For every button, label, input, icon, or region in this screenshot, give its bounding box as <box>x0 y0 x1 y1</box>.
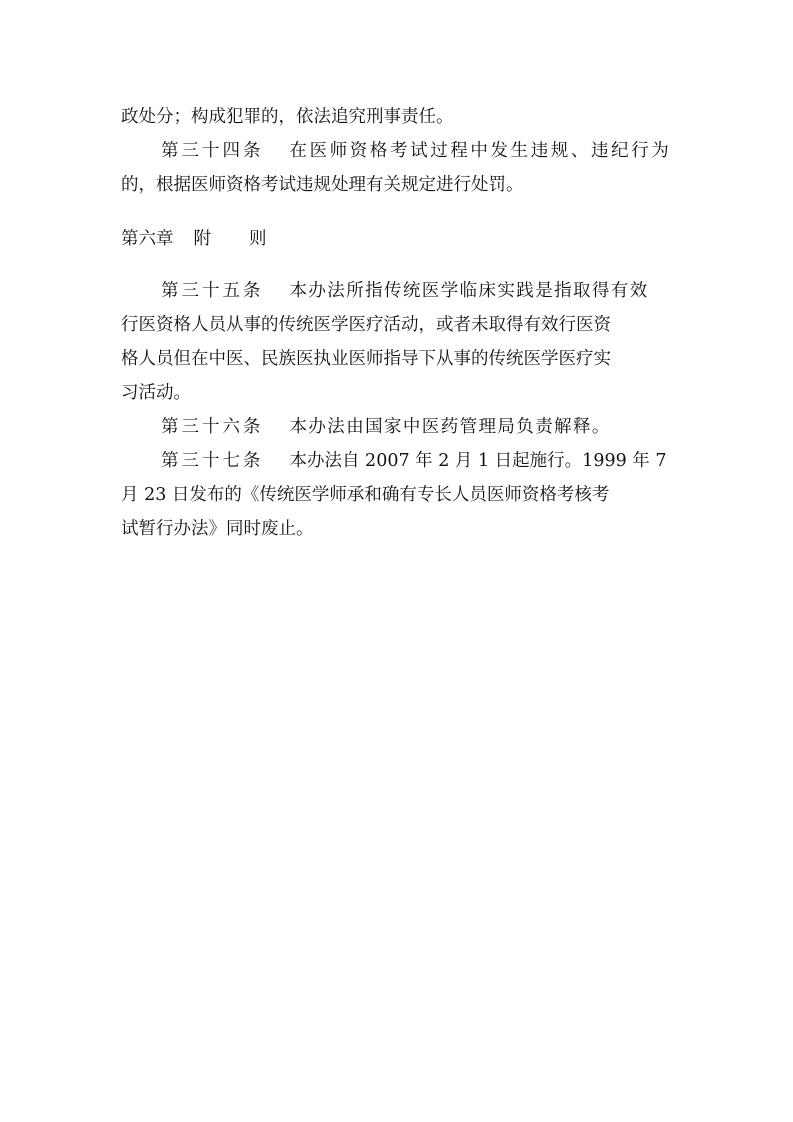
article-text: 本办法由国家中医药管理局负责解释。 <box>289 417 611 437</box>
article-35-line-1 <box>121 274 673 308</box>
paragraph-line <box>121 100 673 134</box>
article-36-line-1 <box>121 410 673 444</box>
article-text: 本办法自 2007 年 2 月 1 日起施行。1999 年 7 <box>289 451 667 471</box>
paragraph-text: 政处分；构成犯罪的，依法追究刑事责任。 <box>121 107 454 127</box>
article-text: 格人员但在中医、民族医执业医师指导下从事的传统医学医疗实 <box>121 349 611 369</box>
article-34-line-2 <box>121 168 673 202</box>
article-text: 习活动。 <box>121 383 191 403</box>
article-text: 月 23 日发布的《传统医学师承和确有专长人员医师资格考核考 <box>121 485 610 505</box>
article-text: 试暂行办法》同时废止。 <box>121 519 314 539</box>
article-37-line-2 <box>121 478 673 512</box>
chapter-label: 第六章 <box>121 229 174 249</box>
article-text: 行医资格人员从事的传统医学医疗活动，或者未取得有效行医资 <box>121 315 611 335</box>
article-label: 第三十五条 <box>161 281 264 301</box>
chapter-title-part-1: 附 <box>193 229 211 249</box>
article-35-line-3 <box>121 342 673 376</box>
chapter-title-part-2: 则 <box>249 229 267 249</box>
article-text: 的，根据医师资格考试违规处理有关规定进行处罚。 <box>121 175 524 195</box>
article-label: 第三十六条 <box>161 417 264 437</box>
article-text: 在医师资格考试过程中发生违规、违纪行为 <box>289 141 672 161</box>
article-34-line-1 <box>121 134 673 168</box>
article-37-line-3 <box>121 512 673 546</box>
article-37-line-1 <box>121 444 673 478</box>
chapter-heading <box>121 222 673 256</box>
document-body <box>121 100 673 546</box>
article-35-line-4 <box>121 376 673 410</box>
article-35-line-2 <box>121 308 673 342</box>
article-text: 本办法所指传统医学临床实践是指取得有效 <box>289 281 649 301</box>
article-label: 第三十四条 <box>161 141 264 161</box>
article-label: 第三十七条 <box>161 451 264 471</box>
